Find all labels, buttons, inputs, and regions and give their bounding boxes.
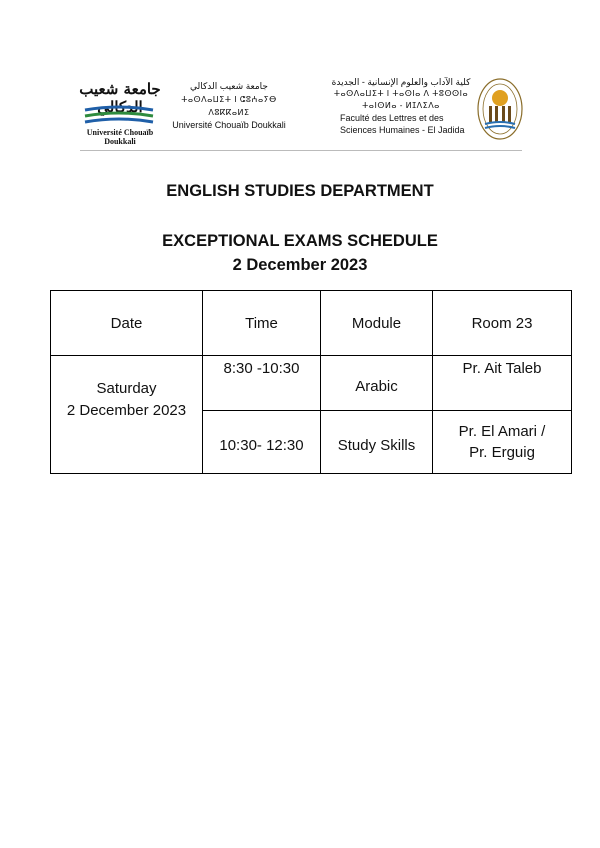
- time-cell: 10:30- 12:30: [203, 411, 321, 474]
- header-divider: [80, 150, 522, 151]
- module-cell: Study Skills: [321, 411, 433, 474]
- proctor-name: Pr. El Amari /: [458, 423, 546, 440]
- time-cell: 8:30 -10:30: [203, 356, 321, 411]
- university-name-tifinagh: ⵜⴰⵙⴷⴰⵡⵉⵜ ⵏ ⵛⵓⵄⴰⵢⴱ ⴷⵓⴽⴽⴰⵍⵉ: [181, 95, 277, 117]
- faculty-name-french-line2: Sciences Humaines - El Jadida: [340, 125, 465, 135]
- room-cell: [433, 356, 572, 411]
- faculty-name-tifinagh-line1: ⵜⴰⵙⴷⴰⵡⵉⵜ ⵏ ⵜⴰⵙⵏⴰ ⴷ ⵜⵓⵙⵙⵏⴰ: [333, 89, 469, 98]
- header-room: Room 23: [433, 291, 572, 356]
- university-logo-french-name: Université Chouaïb Doukkali: [86, 128, 154, 146]
- exam-day: Saturday: [96, 380, 157, 397]
- proctor-name: Pr. Ait Taleb: [462, 360, 542, 377]
- module-cell: [321, 356, 433, 411]
- faculty-name-block: [326, 76, 476, 136]
- header-module: Module: [321, 291, 433, 356]
- university-name-block: [164, 80, 294, 132]
- proctor-name: Pr. Erguig: [469, 444, 535, 461]
- university-logo: [79, 80, 161, 146]
- university-logo-arabic-name: جامعة شعيب الدكالي: [79, 80, 161, 116]
- university-logo-stripes-icon: [83, 104, 155, 126]
- department-title: ENGLISH STUDIES DEPARTMENT: [166, 182, 434, 200]
- room-cell: [433, 411, 572, 474]
- faculty-name-tifinagh-line2: ⵜⴰⵏⵙⵍⴰ - ⵍⵊⴷⵉⴷⴰ: [362, 101, 440, 110]
- header-date: Date: [51, 291, 203, 356]
- module-name: Arabic: [355, 377, 398, 395]
- exam-schedule-table: [50, 290, 572, 474]
- table-row: [51, 356, 572, 411]
- document-header: [76, 70, 526, 150]
- university-name-arabic: جامعة شعيب الدكالي: [190, 81, 268, 91]
- schedule-title: EXCEPTIONAL EXAMS SCHEDULE: [162, 232, 438, 250]
- schedule-date: 2 December 2023: [232, 256, 368, 274]
- table-header-row: [51, 291, 572, 356]
- exam-date: 2 December 2023: [66, 402, 187, 419]
- university-name-french: Université Chouaïb Doukkali: [172, 120, 286, 130]
- faculty-name-arabic: كلية الآداب والعلوم الإنسانية - الجديدة: [331, 77, 471, 87]
- header-time: Time: [203, 291, 321, 356]
- faculty-name-french-line1: Faculté des Lettres et des: [340, 113, 444, 123]
- faculty-emblem-icon: [476, 76, 524, 142]
- exam-date-cell: [51, 356, 203, 474]
